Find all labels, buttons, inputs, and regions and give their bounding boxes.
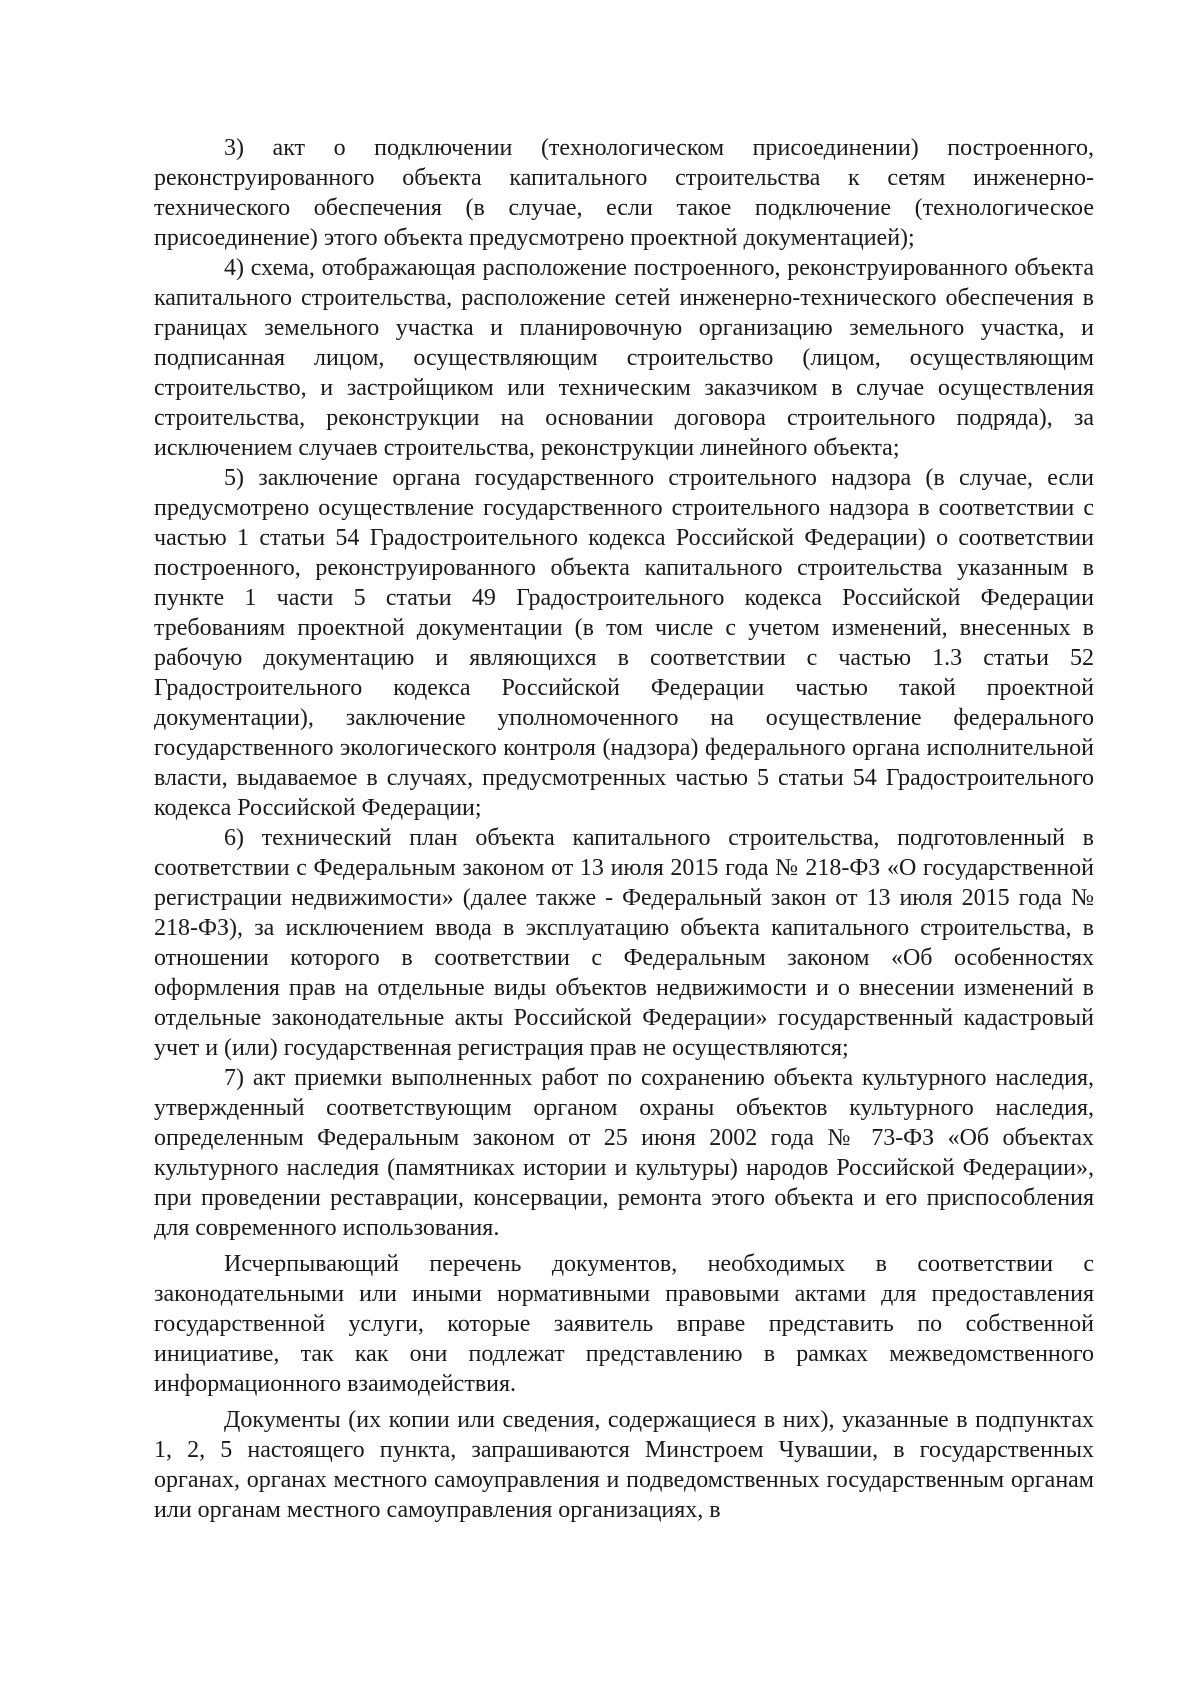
paragraph-documents-requested: Документы (их копии или сведения, содержащиеся в них), указанные в подпунктах 1, 2, 5 настоящего пункта, запрашиваются Минстроем Чувашии, в государственных органах, органах местного самоуправления и подведомственных государственным органам или органам местного самоуправления организациях, в [154, 1407, 1094, 1523]
paragraph-exhaustive-list: Исчерпывающий перечень документов, необходимых в соответствии с законодательными или иными нормативными правовыми актами для предоставления государственной услуги, которые заявитель вправе представить по собственной инициативе, так как они подлежат представлению в рамках межведомственного информационного взаимодействия. [154, 1251, 1094, 1397]
paragraph-item-4: 4) схема, отображающая расположение построенного, реконструированного объекта капитального строительства, расположение сетей инженерно-технического обеспечения в границах земельного участка и планировочную организацию земельного участка, и подписанная лицом, осуществляющим строительство (лицом, осуществляющим строительство, и застройщиком или техническим заказчиком в случае осуществления строительства, реконструкции на основании договора строительного подряда), за исключением случаев строительства, реконструкции линейного объекта; [154, 255, 1094, 461]
paragraph-item-6: 6) технический план объекта капитального строительства, подготовленный в соответствии с Федеральным законом от 13 июля 2015 года № 218-ФЗ «О государственной регистрации недвижимости» (далее также - Федеральный закон от 13 июля 2015 года № 218-ФЗ), за исключением ввода в эксплуатацию объекта капитального строительства, в отношении которого в соответствии с Федеральным законом «Об особенностях оформления прав на отдельные виды объектов недвижимости и о внесении изменений в отдельные законодательные акты Российской Федерации» государственный кадастровый учет и (или) государственная регистрация прав не осуществляются; [154, 825, 1094, 1061]
paragraph-item-3: 3) акт о подключении (технологическом присоединении) построенного, реконструированного объекта капитального строительства к сетям инженерно-технического обеспечения (в случае, если такое подключение (технологическое присоединение) этого объекта предусмотрено проектной документацией); [154, 135, 1094, 251]
document-body [154, 133, 1094, 1525]
paragraph-item-5: 5) заключение органа государственного строительного надзора (в случае, если предусмотрено осуществление государственного строительного надзора в соответствии с частью 1 статьи 54 Градостроительного кодекса Российской Федерации) о соответствии построенного, реконструированного объекта капитального строительства указанным в пункте 1 части 5 статьи 49 Градостроительного кодекса Российской Федерации требованиям проектной документации (в том числе с учетом изменений, внесенных в рабочую документацию и являющихся в соответствии с частью 1.3 статьи 52 Градостроительного кодекса Российской Федерации частью такой проектной документации), заключение уполномоченного на осуществление федерального государственного экологического контроля (надзора) федерального органа исполнительной власти, выдаваемое в случаях, предусмотренных частью 5 статьи 54 Градостроительного кодекса Российской Федерации; [154, 465, 1094, 821]
paragraph-item-7: 7) акт приемки выполненных работ по сохранению объекта культурного наследия, утвержденный соответствующим органом охраны объектов культурного наследия, определенным Федеральным законом от 25 июня 2002 года № 73-ФЗ «Об объектах культурного наследия (памятниках истории и культуры) народов Российской Федерации», при проведении реставрации, консервации, ремонта этого объекта и его приспособления для современного использования. [154, 1065, 1094, 1241]
